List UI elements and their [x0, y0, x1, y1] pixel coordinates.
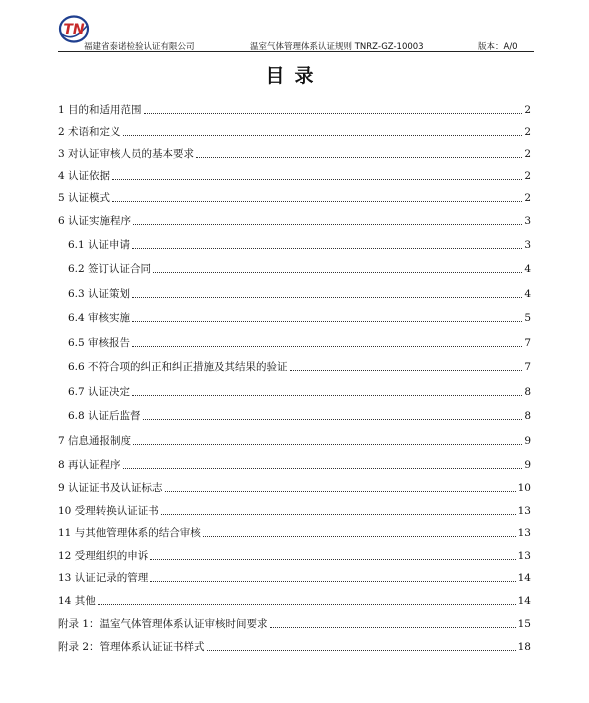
- toc-entry-page: 18: [517, 641, 531, 653]
- toc-entry-page: 10: [517, 482, 531, 494]
- toc-entry-label: 11 与其他管理体系的结合审核: [58, 527, 201, 539]
- toc-entry-label: 8 再认证程序: [58, 459, 121, 471]
- company-name: 福建省泰诺检验认证有限公司: [84, 42, 195, 52]
- toc-entry[interactable]: [58, 123, 531, 139]
- toc-entry[interactable]: [58, 432, 531, 448]
- toc-entry-page: 3: [524, 215, 531, 227]
- toc-entry-page: 14: [517, 572, 531, 584]
- toc-entry-page: 2: [524, 192, 531, 204]
- toc-entry-page: 7: [524, 337, 531, 349]
- toc-entry-page: 4: [524, 288, 531, 300]
- toc-entry[interactable]: [58, 569, 531, 585]
- toc-entry-page: 2: [524, 170, 531, 182]
- toc-entry[interactable]: [58, 638, 531, 654]
- toc-entry[interactable]: [68, 309, 531, 325]
- toc-entry-page: 13: [517, 527, 531, 539]
- toc-leader-dots: [98, 604, 516, 605]
- toc-leader-dots: [132, 248, 522, 249]
- toc-entry-label: 5 认证模式: [58, 192, 111, 204]
- toc-entry-label: 14 其他: [58, 595, 96, 607]
- toc-entry[interactable]: [68, 285, 531, 301]
- toc-entry-label: 3 对认证审核人员的基本要求: [58, 148, 195, 160]
- toc-leader-dots: [165, 491, 516, 492]
- toc-leader-dots: [144, 113, 523, 114]
- toc-entry-label: 7 信息通报制度: [58, 435, 132, 447]
- toc-entry-label: 6.7 认证决定: [68, 386, 131, 398]
- toc-entry[interactable]: [58, 167, 531, 183]
- header-divider: [58, 51, 534, 52]
- toc-entry-page: 15: [517, 618, 531, 630]
- toc-entry[interactable]: [68, 260, 531, 276]
- toc-leader-dots: [112, 201, 522, 202]
- toc-entry-label: 10 受理转换认证证书: [58, 505, 159, 517]
- toc-leader-dots: [161, 514, 516, 515]
- toc-entry[interactable]: [68, 407, 531, 423]
- toc-leader-dots: [123, 468, 523, 469]
- toc-entry-label: 6 认证实施程序: [58, 215, 132, 227]
- toc-entry-page: 9: [524, 459, 531, 471]
- toc-entry-label: 6.1 认证申请: [68, 239, 131, 251]
- toc-entry-page: 8: [524, 410, 531, 422]
- toc-entry[interactable]: [58, 145, 531, 161]
- toc-entry-page: 5: [524, 312, 531, 324]
- toc-entry[interactable]: [58, 592, 531, 608]
- toc-entry-page: 7: [524, 361, 531, 373]
- toc-entry-label: 4 认证依据: [58, 170, 111, 182]
- toc-leader-dots: [132, 297, 522, 298]
- page-title: 目录: [265, 65, 324, 87]
- toc-entry-page: 14: [517, 595, 531, 607]
- toc-entry-label: 13 认证记录的管理: [58, 572, 149, 584]
- toc-entry[interactable]: [58, 101, 531, 117]
- toc-leader-dots: [123, 135, 523, 136]
- toc-entry[interactable]: [68, 236, 531, 252]
- toc-entry-page: 13: [517, 505, 531, 517]
- toc-leader-dots: [290, 370, 523, 371]
- toc-entry-label: 1 目的和适用范围: [58, 104, 142, 116]
- toc-entry-label: 6.4 审核实施: [68, 312, 131, 324]
- toc-leader-dots: [143, 419, 523, 420]
- toc-entry-label: 6.5 审核报告: [68, 337, 131, 349]
- toc-leader-dots: [207, 650, 516, 651]
- toc-entry-label: 6.2 签订认证合同: [68, 263, 152, 275]
- toc-entry-page: 2: [524, 148, 531, 160]
- toc-entry[interactable]: [58, 615, 531, 631]
- toc-entry[interactable]: [58, 189, 531, 205]
- document-code: 温室气体管理体系认证规则 TNRZ-GZ-10003: [250, 42, 424, 52]
- toc-entry[interactable]: [68, 358, 531, 374]
- toc-leader-dots: [132, 346, 522, 347]
- toc-entry-page: 8: [524, 386, 531, 398]
- toc-leader-dots: [153, 272, 522, 273]
- toc-leader-dots: [150, 581, 515, 582]
- page-header: [58, 12, 534, 54]
- toc-entry-label: 9 认证证书及认证标志: [58, 482, 163, 494]
- toc-entry-page: 2: [524, 126, 531, 138]
- toc-entry-page: 3: [524, 239, 531, 251]
- toc-leader-dots: [203, 536, 516, 537]
- toc-leader-dots: [132, 395, 522, 396]
- toc-leader-dots: [133, 224, 522, 225]
- version-label: 版本：A/0: [478, 42, 518, 52]
- toc-entry-page: 13: [517, 550, 531, 562]
- toc-leader-dots: [112, 179, 522, 180]
- toc-entry-label: 6.8 认证后监督: [68, 410, 141, 422]
- toc-entry-page: 2: [524, 104, 531, 116]
- toc-entry[interactable]: [58, 212, 531, 228]
- toc-entry-page: 9: [524, 435, 531, 447]
- toc-entry[interactable]: [58, 479, 531, 495]
- toc-entry[interactable]: [68, 383, 531, 399]
- toc-entry-label: 附录 1：温室气体管理体系认证审核时间要求: [58, 618, 268, 630]
- toc-entry[interactable]: [58, 547, 531, 563]
- toc-entry-label: 附录 2：管理体系认证证书样式: [58, 641, 205, 653]
- toc-entry[interactable]: [58, 524, 531, 540]
- toc-leader-dots: [132, 321, 522, 322]
- toc-entry-label: 2 术语和定义: [58, 126, 121, 138]
- toc-leader-dots: [196, 157, 522, 158]
- logo-text: TN: [63, 22, 85, 38]
- toc-entry-label: 6.3 认证策划: [68, 288, 131, 300]
- toc-entry-label: 6.6 不符合项的纠正和纠正措施及其结果的验证: [68, 361, 288, 373]
- toc-entry[interactable]: [68, 334, 531, 350]
- toc-leader-dots: [150, 559, 515, 560]
- toc-entry-label: 12 受理组织的申诉: [58, 550, 149, 562]
- toc-leader-dots: [270, 627, 516, 628]
- toc-entry-page: 4: [524, 263, 531, 275]
- toc-entry[interactable]: [58, 456, 531, 472]
- toc-entry[interactable]: [58, 502, 531, 518]
- toc-leader-dots: [133, 444, 522, 445]
